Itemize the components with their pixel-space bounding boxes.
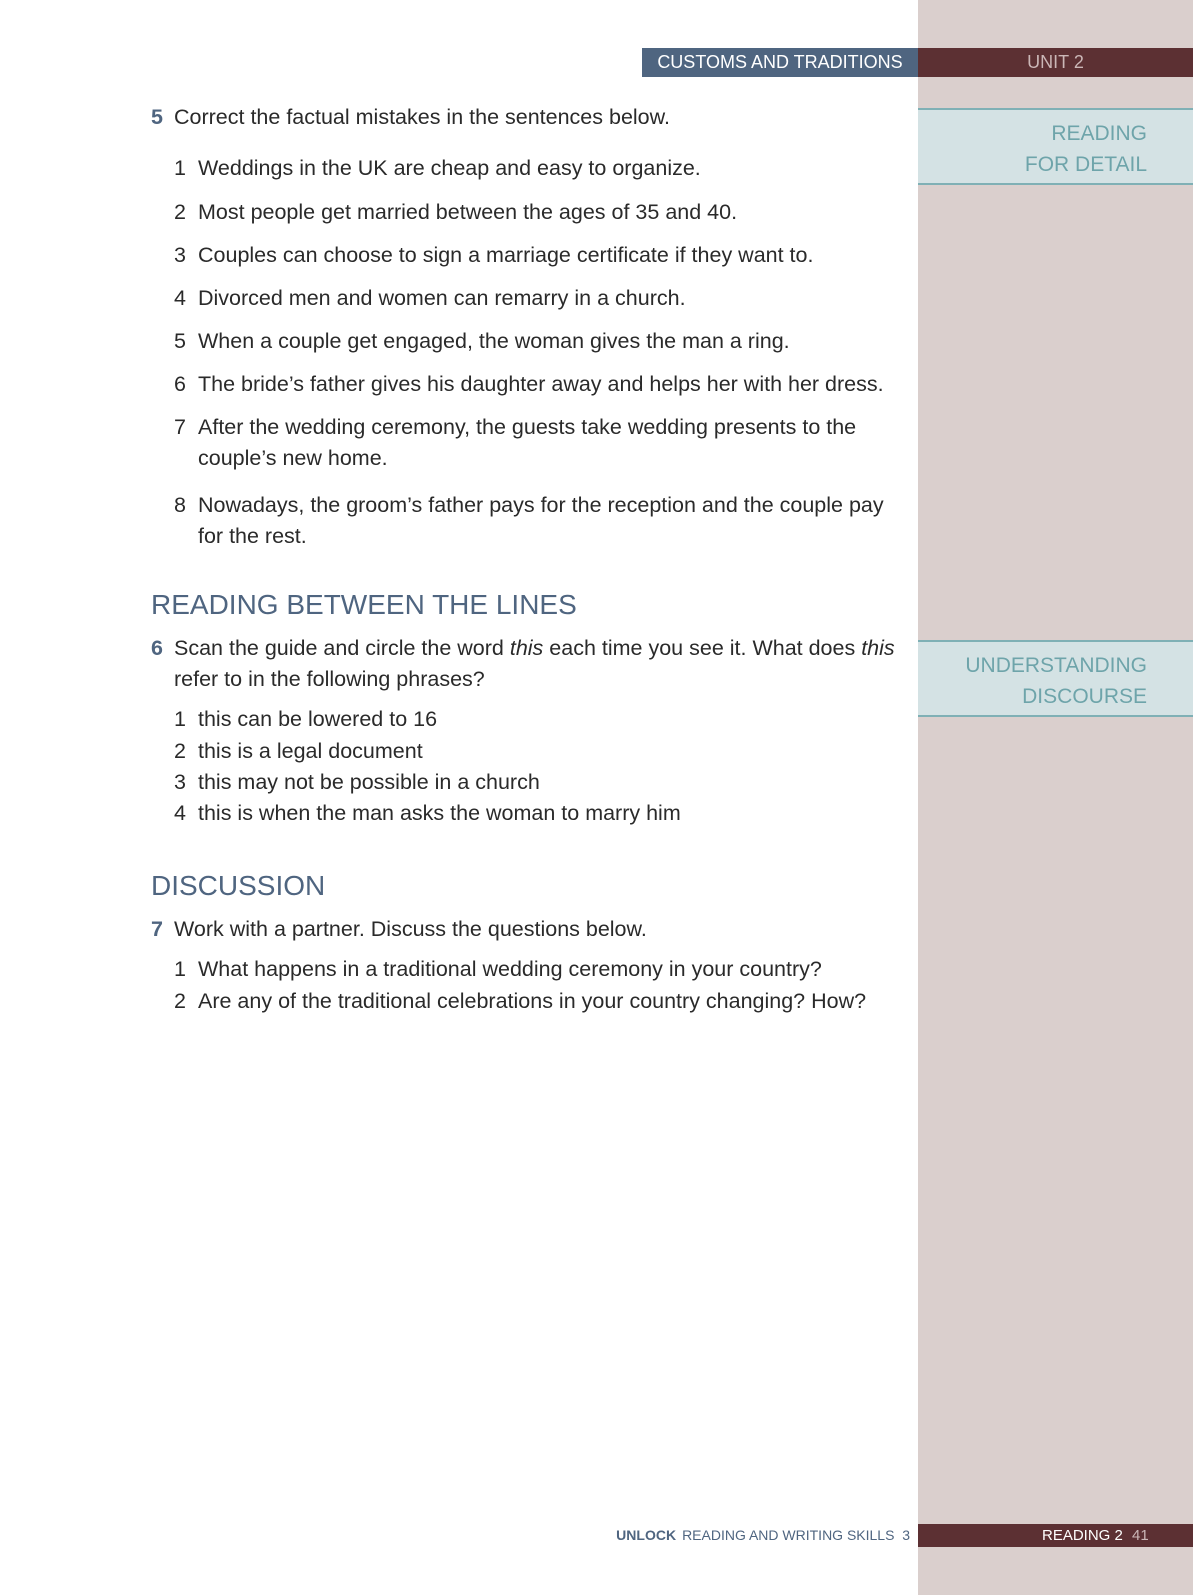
exercise-number: 5 — [151, 105, 163, 129]
footer-book — [616, 1527, 910, 1543]
item-number: 2 — [174, 989, 186, 1013]
item-text: When a couple get engaged, the woman gives the man a ring. — [198, 329, 790, 353]
understanding-discourse-label — [918, 640, 1193, 717]
item-text: this can be lowered to 16 — [198, 707, 438, 731]
exercise-number: 6 — [151, 636, 163, 660]
item-number: 4 — [174, 801, 186, 825]
item-text: Weddings in the UK are cheap and easy to organize. — [198, 156, 701, 180]
item-text: What happens in a traditional wedding ceremony in your country? — [198, 957, 822, 981]
label-line: FOR DETAIL — [1024, 153, 1147, 176]
section-heading: READING BETWEEN THE LINES — [151, 589, 577, 620]
label-line: READING — [1051, 122, 1147, 145]
page-number: 41 — [1132, 1527, 1149, 1544]
item-text: this is when the man asks the woman to marry him — [198, 801, 681, 825]
label-line: DISCOURSE — [1022, 685, 1147, 708]
section-heading: DISCUSSION — [151, 870, 326, 901]
item-number: 8 — [174, 493, 186, 517]
item-text: Divorced men and women can remarry in a church. — [198, 286, 686, 310]
item-number: 1 — [174, 156, 186, 180]
instruction: Work with a partner. Discuss the questions below. — [174, 917, 647, 941]
item-number: 5 — [174, 329, 186, 353]
sidebar — [918, 0, 1193, 1595]
item-number: 3 — [174, 243, 186, 267]
item-number: 3 — [174, 770, 186, 794]
item-number: 1 — [174, 957, 186, 981]
item-text: The bride’s father gives his daughter away and helps her with her dress. — [198, 372, 884, 396]
item-number: 2 — [174, 739, 186, 763]
item-text: Are any of the traditional celebrations in your country changing? How? — [198, 989, 867, 1013]
unit-header: UNIT 2 — [918, 48, 1193, 77]
book-title: READING AND WRITING SKILLS 3 — [682, 1527, 910, 1543]
item-text: After the wedding ceremony, the guests take wedding presents to the couple’s new home. — [198, 415, 857, 470]
label-line: UNDERSTANDING — [965, 654, 1147, 677]
instruction: Scan the guide and circle the word this each time you see it. What does this refer to in the following phrases? — [174, 636, 895, 691]
item-number: 2 — [174, 200, 186, 224]
logo: UNLOCK — [616, 1527, 677, 1543]
item-text: Most people get married between the ages of 35 and 40. — [198, 200, 738, 224]
item-number: 7 — [174, 415, 186, 439]
item-number: 1 — [174, 707, 186, 731]
item-number: 6 — [174, 372, 186, 396]
reading-for-detail-label — [918, 108, 1193, 185]
exercise-number: 7 — [151, 917, 163, 941]
item-text: this is a legal document — [198, 739, 423, 763]
footer-section — [918, 1524, 1193, 1547]
item-text: this may not be possible in a church — [198, 770, 540, 794]
instruction: Correct the factual mistakes in the sentences below. — [174, 105, 670, 129]
item-text: Couples can choose to sign a marriage certificate if they want to. — [198, 243, 814, 267]
item-text: Nowadays, the groom’s father pays for the reception and the couple pay for the rest. — [198, 493, 884, 548]
item-number: 4 — [174, 286, 186, 310]
footer-section-label: READING 2 — [1042, 1527, 1123, 1544]
section-header: CUSTOMS AND TRADITIONS — [642, 48, 918, 77]
